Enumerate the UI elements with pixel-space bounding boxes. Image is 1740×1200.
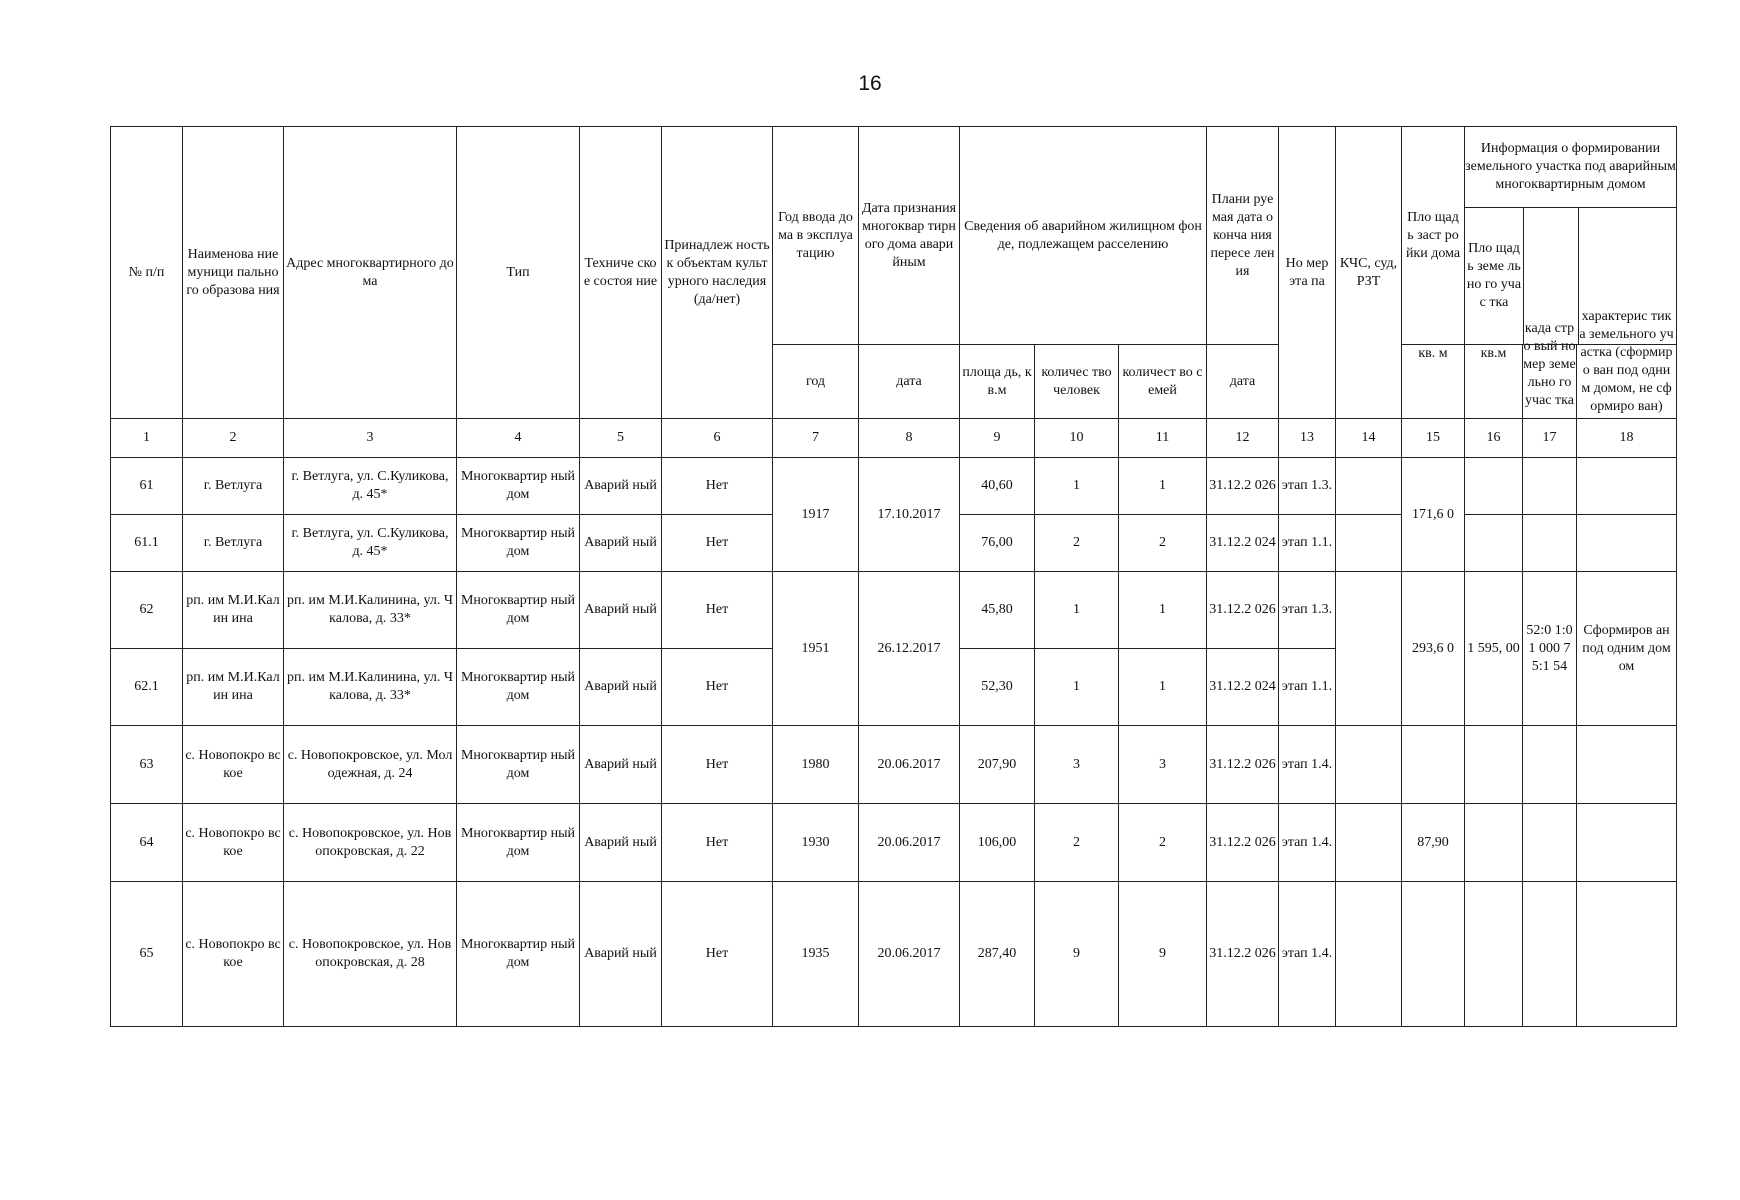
column-number: 9 bbox=[960, 419, 1035, 458]
cell-families: 1 bbox=[1119, 572, 1207, 649]
cell-stage: этап 1.3. bbox=[1279, 572, 1336, 649]
header-commission-year: Год ввода дома в эксплуа тацию bbox=[773, 127, 859, 345]
cell-land-area bbox=[1465, 726, 1523, 804]
cell-num: 65 bbox=[111, 882, 183, 1027]
header-municipality: Наименова ние муници пального образова ния bbox=[183, 127, 284, 419]
cell-people: 2 bbox=[1035, 804, 1119, 882]
cell-cadastral bbox=[1523, 804, 1577, 882]
cell-num: 61.1 bbox=[111, 515, 183, 572]
cell-heritage: Нет bbox=[662, 649, 773, 726]
column-number: 11 bbox=[1119, 419, 1207, 458]
cell-type: Многоквартир ный дом bbox=[457, 572, 580, 649]
column-number: 16 bbox=[1465, 419, 1523, 458]
cell-land-area bbox=[1465, 882, 1523, 1027]
cell-num: 64 bbox=[111, 804, 183, 882]
cell-families: 9 bbox=[1119, 882, 1207, 1027]
cell-cadastral bbox=[1523, 882, 1577, 1027]
header-land-status bbox=[1577, 309, 1677, 419]
header-land-status-label: характерис тика земельного участка (сформиро ван под одним домом, не сформиро ван) bbox=[1579, 309, 1674, 414]
cell-address: рп. им М.И.Калинина, ул. Чкалова, д. 33* bbox=[284, 649, 457, 726]
cell-built-area: 87,90 bbox=[1402, 804, 1465, 882]
cell-land-status bbox=[1577, 458, 1677, 515]
cell-people: 1 bbox=[1035, 649, 1119, 726]
cell-year: 1951 bbox=[773, 572, 859, 726]
cell-year: 1935 bbox=[773, 882, 859, 1027]
cell-recognition-date: 26.12.2017 bbox=[859, 572, 960, 726]
cell-address: с. Новопокровское, ул. Новопокровская, д. 28 bbox=[284, 882, 457, 1027]
header-sub-year: год bbox=[773, 345, 859, 419]
cell-heritage: Нет bbox=[662, 515, 773, 572]
cell-municipality: г. Ветлуга bbox=[183, 458, 284, 515]
header-sub-area: площа дь, кв.м bbox=[960, 345, 1035, 419]
cell-condition: Аварий ный bbox=[580, 804, 662, 882]
cell-land-status bbox=[1577, 726, 1677, 804]
cell-people: 3 bbox=[1035, 726, 1119, 804]
column-number: 13 bbox=[1279, 419, 1336, 458]
cell-end-date: 31.12.2 024 bbox=[1207, 649, 1279, 726]
cell-area: 207,90 bbox=[960, 726, 1035, 804]
header-sub-built-area-unit: кв. м bbox=[1402, 345, 1465, 419]
column-number: 1 bbox=[111, 419, 183, 458]
column-number: 6 bbox=[662, 419, 773, 458]
table-row bbox=[111, 572, 1677, 649]
cell-municipality: г. Ветлуга bbox=[183, 515, 284, 572]
cell-type: Многоквартир ный дом bbox=[457, 726, 580, 804]
cell-people: 1 bbox=[1035, 458, 1119, 515]
header-land-info-title: Информация о формировании земельного участка под аварийным многоквартирным домом bbox=[1465, 127, 1676, 208]
cell-address: с. Новопокровское, ул. Новопокровская, д. 22 bbox=[284, 804, 457, 882]
cell-end-date: 31.12.2 026 bbox=[1207, 804, 1279, 882]
cell-kchs bbox=[1336, 515, 1402, 572]
cell-type: Многоквартир ный дом bbox=[457, 882, 580, 1027]
cell-municipality: с. Новопокро вское bbox=[183, 804, 284, 882]
table-header bbox=[111, 127, 1677, 458]
cell-land-area bbox=[1465, 458, 1523, 515]
cell-condition: Аварий ный bbox=[580, 572, 662, 649]
cell-type: Многоквартир ный дом bbox=[457, 649, 580, 726]
page-number: 16 bbox=[858, 72, 882, 95]
cell-type: Многоквартир ный дом bbox=[457, 515, 580, 572]
cell-land-status: Сформиров ан под одним домом bbox=[1577, 572, 1677, 726]
header-kchs: КЧС, суд, РЗТ bbox=[1336, 127, 1402, 419]
header-condition: Техниче ское состоя ние bbox=[580, 127, 662, 419]
cell-heritage: Нет bbox=[662, 458, 773, 515]
cell-area: 76,00 bbox=[960, 515, 1035, 572]
cell-municipality: с. Новопокро вское bbox=[183, 882, 284, 1027]
cell-kchs bbox=[1336, 726, 1402, 804]
table-body bbox=[111, 458, 1677, 1027]
column-number: 10 bbox=[1035, 419, 1119, 458]
header-sub-people: количес тво человек bbox=[1035, 345, 1119, 419]
table-row bbox=[111, 458, 1677, 515]
cell-land-status bbox=[1577, 515, 1677, 572]
cell-families: 2 bbox=[1119, 804, 1207, 882]
column-number: 4 bbox=[457, 419, 580, 458]
cell-kchs bbox=[1336, 882, 1402, 1027]
column-number: 7 bbox=[773, 419, 859, 458]
cell-type: Многоквартир ный дом bbox=[457, 458, 580, 515]
cell-address: с. Новопокровское, ул. Молодежная, д. 24 bbox=[284, 726, 457, 804]
column-number: 18 bbox=[1577, 419, 1677, 458]
cell-condition: Аварий ный bbox=[580, 649, 662, 726]
column-number: 8 bbox=[859, 419, 960, 458]
column-number: 5 bbox=[580, 419, 662, 458]
cell-municipality: с. Новопокро вское bbox=[183, 726, 284, 804]
cell-address: г. Ветлуга, ул. С.Куликова, д. 45* bbox=[284, 515, 457, 572]
cell-built-area: 293,6 0 bbox=[1402, 572, 1465, 726]
cell-end-date: 31.12.2 026 bbox=[1207, 458, 1279, 515]
cell-cadastral bbox=[1523, 458, 1577, 515]
cell-municipality: рп. им М.И.Калин ина bbox=[183, 649, 284, 726]
cell-end-date: 31.12.2 024 bbox=[1207, 515, 1279, 572]
header-sub-land-area-unit: кв.м bbox=[1465, 345, 1523, 419]
cell-address: г. Ветлуга, ул. С.Куликова, д. 45* bbox=[284, 458, 457, 515]
cell-stage: этап 1.4. bbox=[1279, 804, 1336, 882]
cell-people: 2 bbox=[1035, 515, 1119, 572]
cell-land-status bbox=[1577, 804, 1677, 882]
cell-recognition-date: 20.06.2017 bbox=[859, 726, 960, 804]
header-num: № п/п bbox=[111, 127, 183, 419]
cell-built-area bbox=[1402, 882, 1465, 1027]
cell-kchs bbox=[1336, 804, 1402, 882]
cell-area: 106,00 bbox=[960, 804, 1035, 882]
cell-stage: этап 1.3. bbox=[1279, 458, 1336, 515]
cell-end-date: 31.12.2 026 bbox=[1207, 726, 1279, 804]
cell-year: 1980 bbox=[773, 726, 859, 804]
cell-families: 1 bbox=[1119, 649, 1207, 726]
cell-cadastral: 52:0 1:01 000 75:1 54 bbox=[1523, 572, 1577, 726]
cell-heritage: Нет bbox=[662, 572, 773, 649]
column-numbers-row bbox=[111, 419, 1677, 458]
cell-year: 1930 bbox=[773, 804, 859, 882]
cell-people: 9 bbox=[1035, 882, 1119, 1027]
cell-families: 3 bbox=[1119, 726, 1207, 804]
cell-heritage: Нет bbox=[662, 726, 773, 804]
cell-families: 1 bbox=[1119, 458, 1207, 515]
header-cadastral-label: када стро вый но мер земе льно го учас тка bbox=[1523, 321, 1576, 408]
cell-num: 63 bbox=[111, 726, 183, 804]
cell-stage: этап 1.4. bbox=[1279, 726, 1336, 804]
cell-recognition-date: 20.06.2017 bbox=[859, 804, 960, 882]
header-land-area: Пло щадь земе льно го учас тка bbox=[1465, 208, 1524, 344]
column-number: 2 bbox=[183, 419, 284, 458]
header-sub-end-date: дата bbox=[1207, 345, 1279, 419]
cell-land-area: 1 595, 00 bbox=[1465, 572, 1523, 726]
column-number: 14 bbox=[1336, 419, 1402, 458]
cell-kchs bbox=[1336, 572, 1402, 726]
cell-land-area bbox=[1465, 804, 1523, 882]
header-planned-date: Плани руемая дата оконча ния пересе ления bbox=[1207, 127, 1279, 345]
cell-condition: Аварий ный bbox=[580, 726, 662, 804]
header-emergency-fund: Сведения об аварийном жилищном фонде, подлежащем расселению bbox=[960, 127, 1207, 345]
header-type: Тип bbox=[457, 127, 580, 419]
column-number: 3 bbox=[284, 419, 457, 458]
cell-recognition-date: 17.10.2017 bbox=[859, 458, 960, 572]
header-built-area: Пло щадь заст ройки дома bbox=[1402, 127, 1465, 345]
cell-land-area bbox=[1465, 515, 1523, 572]
cell-families: 2 bbox=[1119, 515, 1207, 572]
cell-condition: Аварий ный bbox=[580, 882, 662, 1027]
header-recognition-date: Дата признания многоквар тирного дома аварийным bbox=[859, 127, 960, 345]
cell-area: 52,30 bbox=[960, 649, 1035, 726]
cell-num: 62 bbox=[111, 572, 183, 649]
cell-cadastral bbox=[1523, 726, 1577, 804]
cell-stage: этап 1.1. bbox=[1279, 649, 1336, 726]
header-stage: Но мер эта па bbox=[1279, 127, 1336, 419]
cell-heritage: Нет bbox=[662, 882, 773, 1027]
cell-area: 40,60 bbox=[960, 458, 1035, 515]
cell-land-status bbox=[1577, 882, 1677, 1027]
cell-type: Многоквартир ный дом bbox=[457, 804, 580, 882]
header-sub-date: дата bbox=[859, 345, 960, 419]
header-sub-families: количест во семей bbox=[1119, 345, 1207, 419]
cell-recognition-date: 20.06.2017 bbox=[859, 882, 960, 1027]
cell-built-area: 171,6 0 bbox=[1402, 458, 1465, 572]
table-row bbox=[111, 882, 1677, 1027]
table-row bbox=[111, 804, 1677, 882]
table-row bbox=[111, 726, 1677, 804]
cell-municipality: рп. им М.И.Калин ина bbox=[183, 572, 284, 649]
cell-area: 287,40 bbox=[960, 882, 1035, 1027]
cell-year: 1917 bbox=[773, 458, 859, 572]
cell-condition: Аварий ный bbox=[580, 458, 662, 515]
header-heritage: Принадлеж ность к объектам культурного наследия (да/нет) bbox=[662, 127, 773, 419]
cell-end-date: 31.12.2 026 bbox=[1207, 882, 1279, 1027]
cell-stage: этап 1.1. bbox=[1279, 515, 1336, 572]
cell-built-area bbox=[1402, 726, 1465, 804]
cell-address: рп. им М.И.Калинина, ул. Чкалова, д. 33* bbox=[284, 572, 457, 649]
column-number: 12 bbox=[1207, 419, 1279, 458]
header-address: Адрес многоквартирного дома bbox=[284, 127, 457, 419]
cell-num: 62.1 bbox=[111, 649, 183, 726]
cell-stage: этап 1.4. bbox=[1279, 882, 1336, 1027]
cell-cadastral bbox=[1523, 515, 1577, 572]
cell-condition: Аварий ный bbox=[580, 515, 662, 572]
cell-people: 1 bbox=[1035, 572, 1119, 649]
cell-end-date: 31.12.2 026 bbox=[1207, 572, 1279, 649]
cell-num: 61 bbox=[111, 458, 183, 515]
cell-area: 45,80 bbox=[960, 572, 1035, 649]
column-number: 17 bbox=[1523, 419, 1577, 458]
cell-kchs bbox=[1336, 458, 1402, 515]
emergency-housing-table bbox=[110, 126, 1677, 1027]
cell-heritage: Нет bbox=[662, 804, 773, 882]
header-cadastral bbox=[1523, 321, 1577, 419]
column-number: 15 bbox=[1402, 419, 1465, 458]
